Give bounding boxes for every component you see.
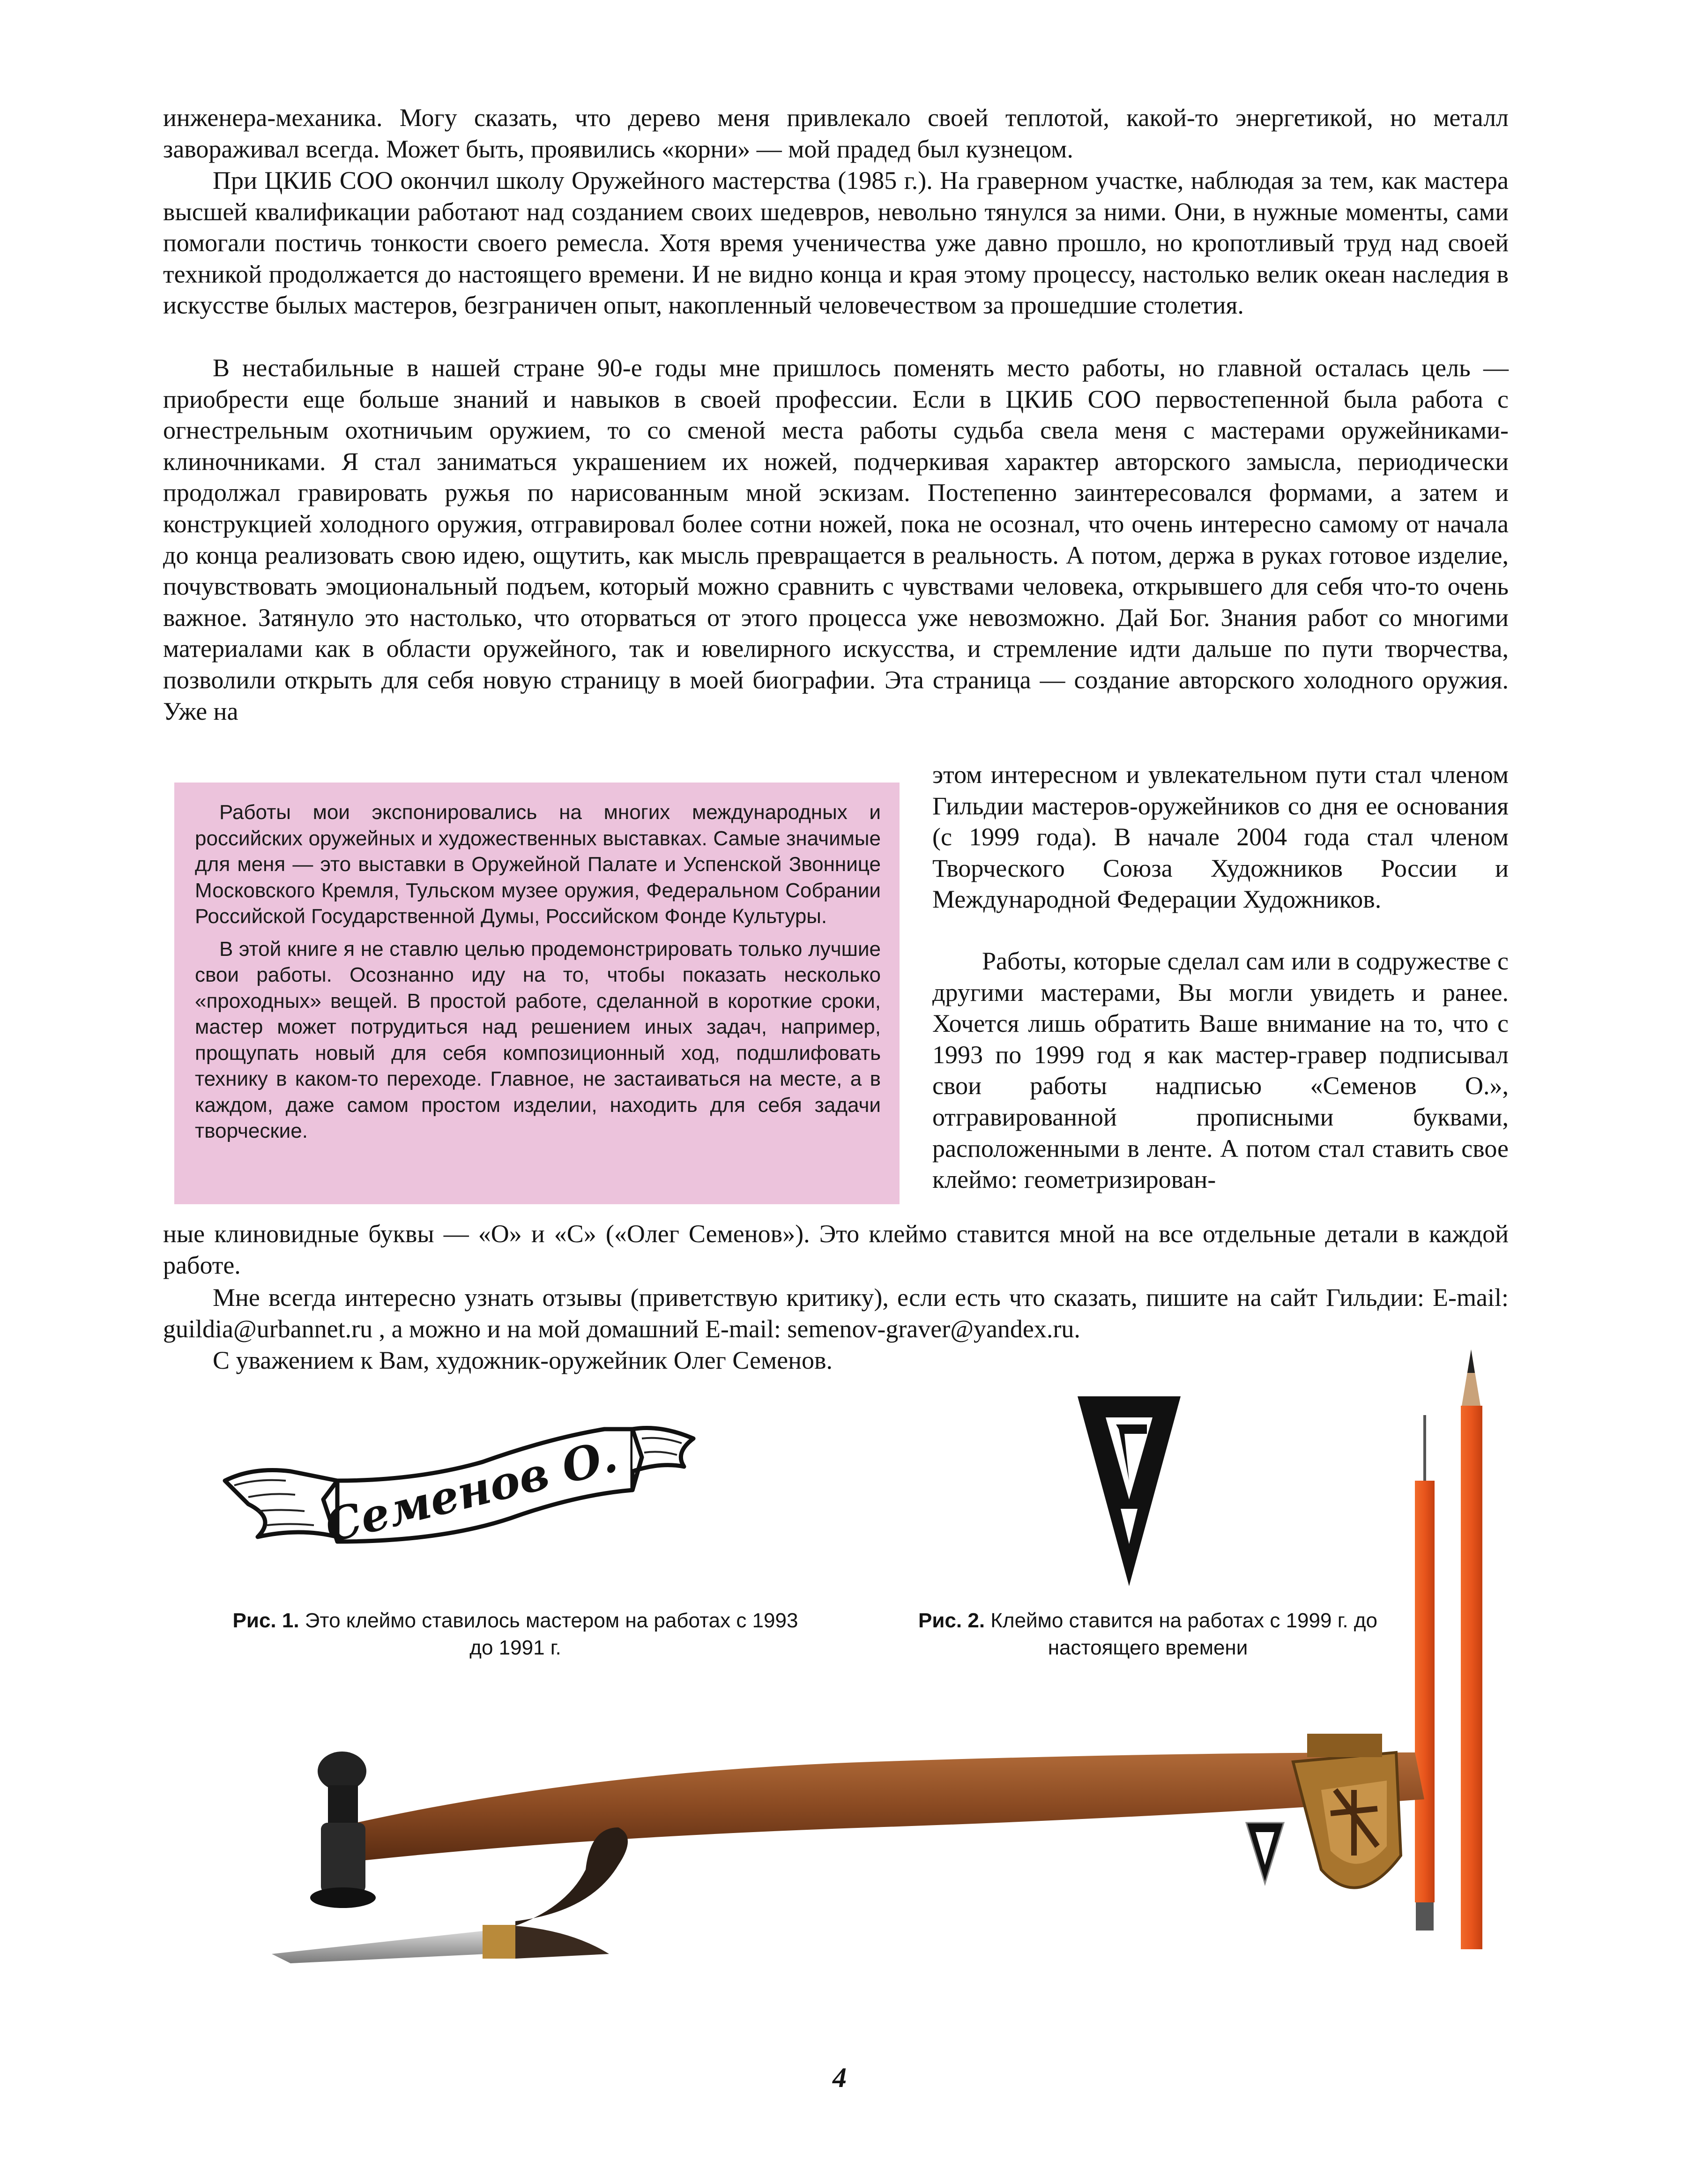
feedback-paragraph: Мне всегда интересно узнать отзывы (приветствую критику), если есть что сказать, пишите на сайт Гильдии: E-mail: guildia@urbannet.ru , а можно и на мой домашний E-mail: semenov-graver@yandex.ru. <box>163 1283 1509 1343</box>
body-paragraph-3: В нестабильные в нашей стране 90-е годы мне пришлось поменять место работы, но главной осталась цель — приобрести еще больше знаний и навыков в своей профессии. Если в ЦКИБ СОО первостепенной была работа с огнестрельным охотничьим оружием, то со сменой места работы судьба свела меня с мастерами оружейниками-клиночниками. Я стал заниматься украшением их ножей, подчеркивая характер авторского замысла, периодически продолжал гравировать ружья по нарисованным мной эскизам. Постепенно заинтересовался формами, а затем и конструкцией холодного оружия, отгравировал более сотни ножей, пока не осознал, что очень интересно самому от начала до конца реализовать свою идею, ощутить, как мысль превращается в реальность. А потом, держа в руках готовое изделие, почувствовать эмоциональный подъем, который можно сравнить с чувствами человека, открывшего для себя что-то очень важное. Затянуло это настолько, что оторваться от этого процесса уже невозможно. Дай Бог. Знания работ со многими материалами как в области оружейного, так и ювелирного искусства, и стремление идти дальше по пути творчества, позволили открыть для себя новую страницу в моей биографии. Эта страница — создание авторского холодного оружия. Уже на <box>163 354 1509 725</box>
ribbon-text: Семенов О. <box>320 1429 623 1553</box>
signoff-line: С уважением к Вам, художник-оружейник Олег Семенов. <box>213 1346 833 1374</box>
sidebar-paragraph-2: В этой книге я не ставлю целью продемонстрировать только лучшие свои работы. Осознанно иду на то, чтобы показать несколько «проходных» вещей. В простой работе, сделанной в короткие сроки, мастер может потрудиться над решением иных задач, например, прощупать новый для себя композиционный ход, подшлифовать технику в каком-то переходе. Главное, не застаиваться на месте, а в каждом, даже самом простом изделии, находить для себя задачи творческие. <box>195 937 881 1142</box>
right-column-paragraph-2: Работы, которые сделал сам или в содружестве с другими мастерами, Вы могли увидеть и ранее. Хочется лишь обратить Ваше внимание на то, что с 1993 по 1999 год я как мастер-гравер подписывал свои работы надписью «Семенов О.», отгравированной прописными буквами, расположенными в ленте. А потом стал ставить свое клеймо: геометризирован- <box>932 947 1509 1194</box>
figure-2-label: Рис. 2. <box>918 1609 985 1632</box>
sidebar-paragraph-1: Работы мои экспонировались на многих международных и российских оружейных и художественных выставках. Самые значимые для меня — это выставки в Оружейной Палате и Успенской Звоннице Московского Кремля, Тульском музее оружия, Федеральном Собрании Российской Государственной Думы, Российском Фонде Культуры. <box>195 801 881 928</box>
figure-2-caption-text: Клеймо ставится на работах с 1999 г. до настоящего времени <box>990 1609 1377 1659</box>
body-line-1: инженера-механика. Могу сказать, что дерево меня привлекало своей теплотой, какой-то энергетикой, но металл завораживал всегда. Может быть, проявились «корни» — мой прадед был кузнецом. <box>163 104 1509 163</box>
body-continuation: ные клиновидные буквы — «О» и «С» («Олег Семенов»). Это клеймо ставится мной на все отдельные детали в каждой работе. <box>163 1220 1509 1279</box>
pencil-icon <box>1415 1415 1435 1931</box>
figure-1-label: Рис. 1. <box>232 1609 299 1632</box>
shield-stamp-icon <box>1293 1734 1401 1888</box>
sidebar-box <box>174 783 900 1204</box>
figure-1-caption-text: Это клеймо ставилось мастером на работах с 1993 до 1991 г. <box>305 1609 798 1659</box>
pencil-icon <box>1461 1349 1482 1949</box>
tools-photo <box>262 1340 1537 2015</box>
page-number: 4 <box>833 2062 847 2093</box>
body-paragraph-2: При ЦКИБ СОО окончил школу Оружейного мастерства (1985 г.). На граверном участке, наблюдая за тем, как мастера высшей квалификации работают над созданием своих шедевров, невольно тянулся за ними. Они, в нужные моменты, сами помогали постичь тонкости своего ремесла. Хотя время ученичества уже давно прошло, но кропотливый труд над своей техникой продолжается до настоящего времени. И не видно конца и края этому процессу, настолько велик океан наследия в искусстве былых мастеров, безграничен опыт, накопленный человечеством за прошедшие столетия. <box>163 166 1509 320</box>
right-column-text: этом интересном и увлекательном пути стал членом Гильдии мастеров-оружейников со дня ее основания (с 1999 года). В начале 2004 года стал членом Творческого Союза Художников России и Международной Федерации Художников. <box>932 760 1509 914</box>
